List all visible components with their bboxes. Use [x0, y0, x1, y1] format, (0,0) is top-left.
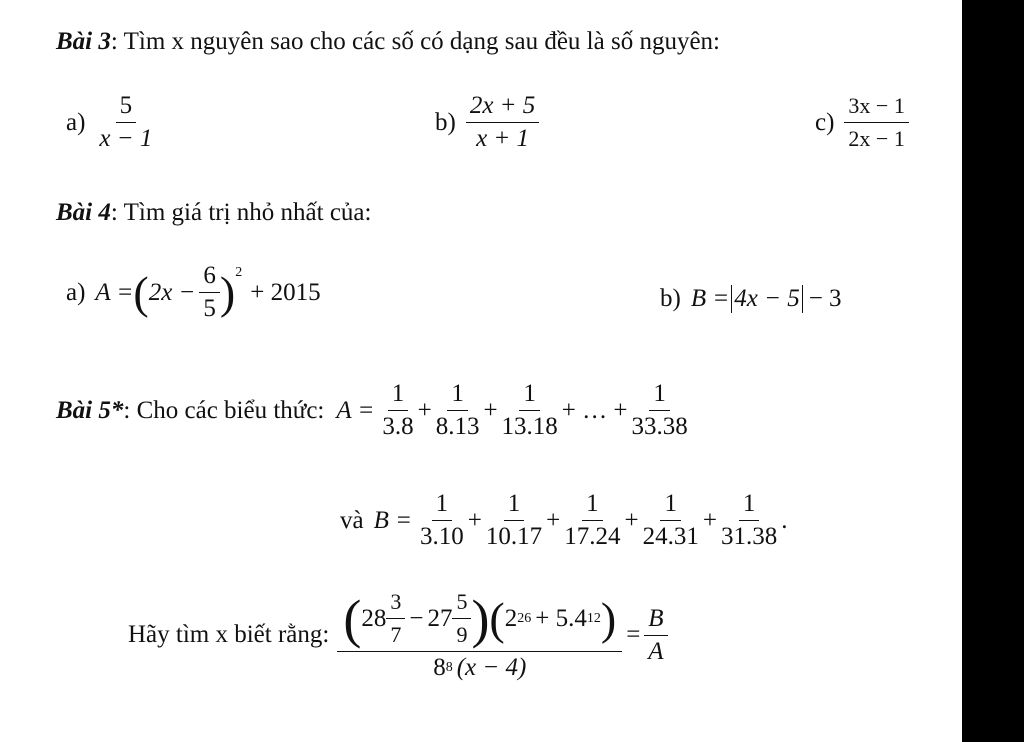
- bai3-b-fraction: [466, 92, 539, 153]
- denominator: 33.38: [631, 413, 688, 440]
- open-paren: (: [133, 266, 149, 318]
- bai4-b-lhs: B =: [690, 285, 730, 312]
- denominator-rest: (x − 4): [456, 654, 527, 681]
- period: .: [781, 506, 788, 534]
- equals-sign: =: [626, 621, 641, 648]
- A-term-3: [498, 380, 562, 441]
- numerator: 6: [199, 262, 220, 293]
- open-paren: (: [343, 588, 362, 649]
- numerator: 5: [116, 92, 137, 123]
- B-term-1: [416, 490, 468, 551]
- denominator: A: [648, 637, 664, 665]
- plus-sign: +: [624, 506, 639, 534]
- numerator: 1: [519, 380, 540, 411]
- close-paren: ): [600, 592, 617, 644]
- A-term-1: [378, 380, 417, 441]
- denominator: 24.31: [642, 523, 699, 550]
- mixed-whole: 28: [361, 604, 387, 632]
- bai3-c-label: c): [815, 108, 835, 136]
- mixed-fraction-1: [386, 588, 405, 649]
- bai3-b-label: b): [435, 108, 456, 136]
- power-base: 8: [433, 654, 446, 681]
- numerator: 1: [388, 380, 409, 411]
- plus-sign: +: [417, 396, 432, 424]
- B-term-2: [482, 490, 546, 551]
- minus-sign: −: [409, 604, 424, 632]
- B-term-3: [560, 490, 624, 551]
- A-lhs: A =: [336, 396, 375, 424]
- close-paren: ): [219, 266, 236, 318]
- bai4-a-label: a): [66, 278, 86, 306]
- denominator: 3.8: [382, 413, 414, 440]
- bai3-label: Bài 3: [56, 28, 111, 55]
- close-paren: ): [471, 588, 490, 649]
- B-lhs: B =: [373, 506, 413, 534]
- bai5-A-line: [56, 380, 692, 441]
- denominator: 5: [203, 295, 216, 322]
- bai4-a-fraction: [199, 262, 220, 323]
- bai4-item-a: [66, 262, 321, 323]
- numerator: 2x + 5: [466, 92, 539, 123]
- bai4-item-b: [660, 284, 842, 314]
- bai3-item-a: [66, 92, 156, 153]
- numerator: 1: [504, 490, 525, 521]
- power-base: 2: [504, 604, 518, 632]
- big-denominator: [429, 652, 530, 682]
- bai5-text: : Cho các biểu thức:: [123, 396, 325, 424]
- numerator: 1: [739, 490, 760, 521]
- bai3-a-label: a): [66, 108, 86, 136]
- denominator: 7: [390, 622, 402, 647]
- plus-sign: +: [467, 506, 482, 534]
- numerator: B: [644, 605, 667, 636]
- abs-bar-left: [731, 285, 732, 313]
- numerator: 1: [447, 380, 468, 411]
- big-numerator: [337, 588, 622, 652]
- mixed-fraction-2: [452, 588, 471, 649]
- abs-bar-right: [802, 285, 803, 313]
- numerator: 1: [582, 490, 603, 521]
- bai5-label: Bài 5*: [56, 396, 124, 424]
- denominator: 10.17: [485, 523, 543, 550]
- B-prefix: và: [340, 506, 364, 534]
- bai3-heading: [56, 27, 720, 57]
- bai4-a-tail: + 2015: [250, 278, 321, 306]
- bai3-a-fraction: [95, 92, 156, 153]
- denominator: x − 1: [99, 125, 153, 152]
- find-x-line: [128, 588, 668, 682]
- bai4-b-label: b): [660, 285, 681, 312]
- ratio-fraction: [644, 605, 667, 666]
- power-exponent: 8: [445, 660, 453, 675]
- ellipsis: + … +: [561, 396, 628, 424]
- A-term-2: [432, 380, 484, 441]
- denominator: 13.18: [501, 413, 558, 440]
- denominator: 9: [456, 622, 468, 647]
- bai3-item-c: [815, 92, 909, 153]
- open-paren: (: [489, 592, 505, 644]
- denominator: 2x − 1: [848, 126, 905, 151]
- bai3-item-b: [435, 92, 539, 153]
- power-exponent: 26: [517, 610, 532, 626]
- bai3-text: : Tìm x nguyên sao cho các số có dạng sau đều là số nguyên:: [110, 28, 720, 55]
- find-x-text: Hãy tìm x biết rằng:: [128, 621, 330, 648]
- A-term-last: [628, 380, 692, 441]
- bai4-b-abs: 4x − 5: [734, 285, 800, 312]
- numerator: 1: [432, 490, 453, 521]
- numerator: 3x − 1: [844, 92, 908, 123]
- bai4-label: Bài 4: [56, 199, 111, 226]
- bai4-a-inner: 2x −: [148, 278, 196, 306]
- bai4-b-tail: − 3: [808, 285, 842, 312]
- numerator: 1: [660, 490, 681, 521]
- bai5-B-line: [340, 490, 787, 551]
- numerator: 1: [649, 380, 670, 411]
- denominator: 31.38: [720, 523, 778, 550]
- big-fraction: [337, 588, 622, 682]
- bai4-a-lhs: A =: [95, 278, 134, 306]
- bai4-a-exponent: 2: [235, 265, 243, 280]
- plus-sign: +: [702, 506, 717, 534]
- denominator: x + 1: [476, 125, 530, 152]
- plus-sign: +: [483, 396, 498, 424]
- power-exponent: 12: [586, 610, 601, 626]
- mixed-whole: 27: [427, 604, 453, 632]
- bai4-text: : Tìm giá trị nhỏ nhất của:: [110, 199, 372, 226]
- numerator: 3: [386, 588, 405, 619]
- bai3-c-fraction: [844, 92, 908, 153]
- B-term-4: [639, 490, 703, 551]
- numerator: 5: [452, 588, 471, 619]
- denominator: 3.10: [420, 523, 464, 550]
- bai4-heading: [56, 198, 371, 228]
- plus-term: + 5.4: [535, 604, 587, 632]
- denominator: 17.24: [564, 523, 621, 550]
- denominator: 8.13: [435, 413, 480, 440]
- B-term-5: [717, 490, 781, 551]
- plus-sign: +: [546, 506, 561, 534]
